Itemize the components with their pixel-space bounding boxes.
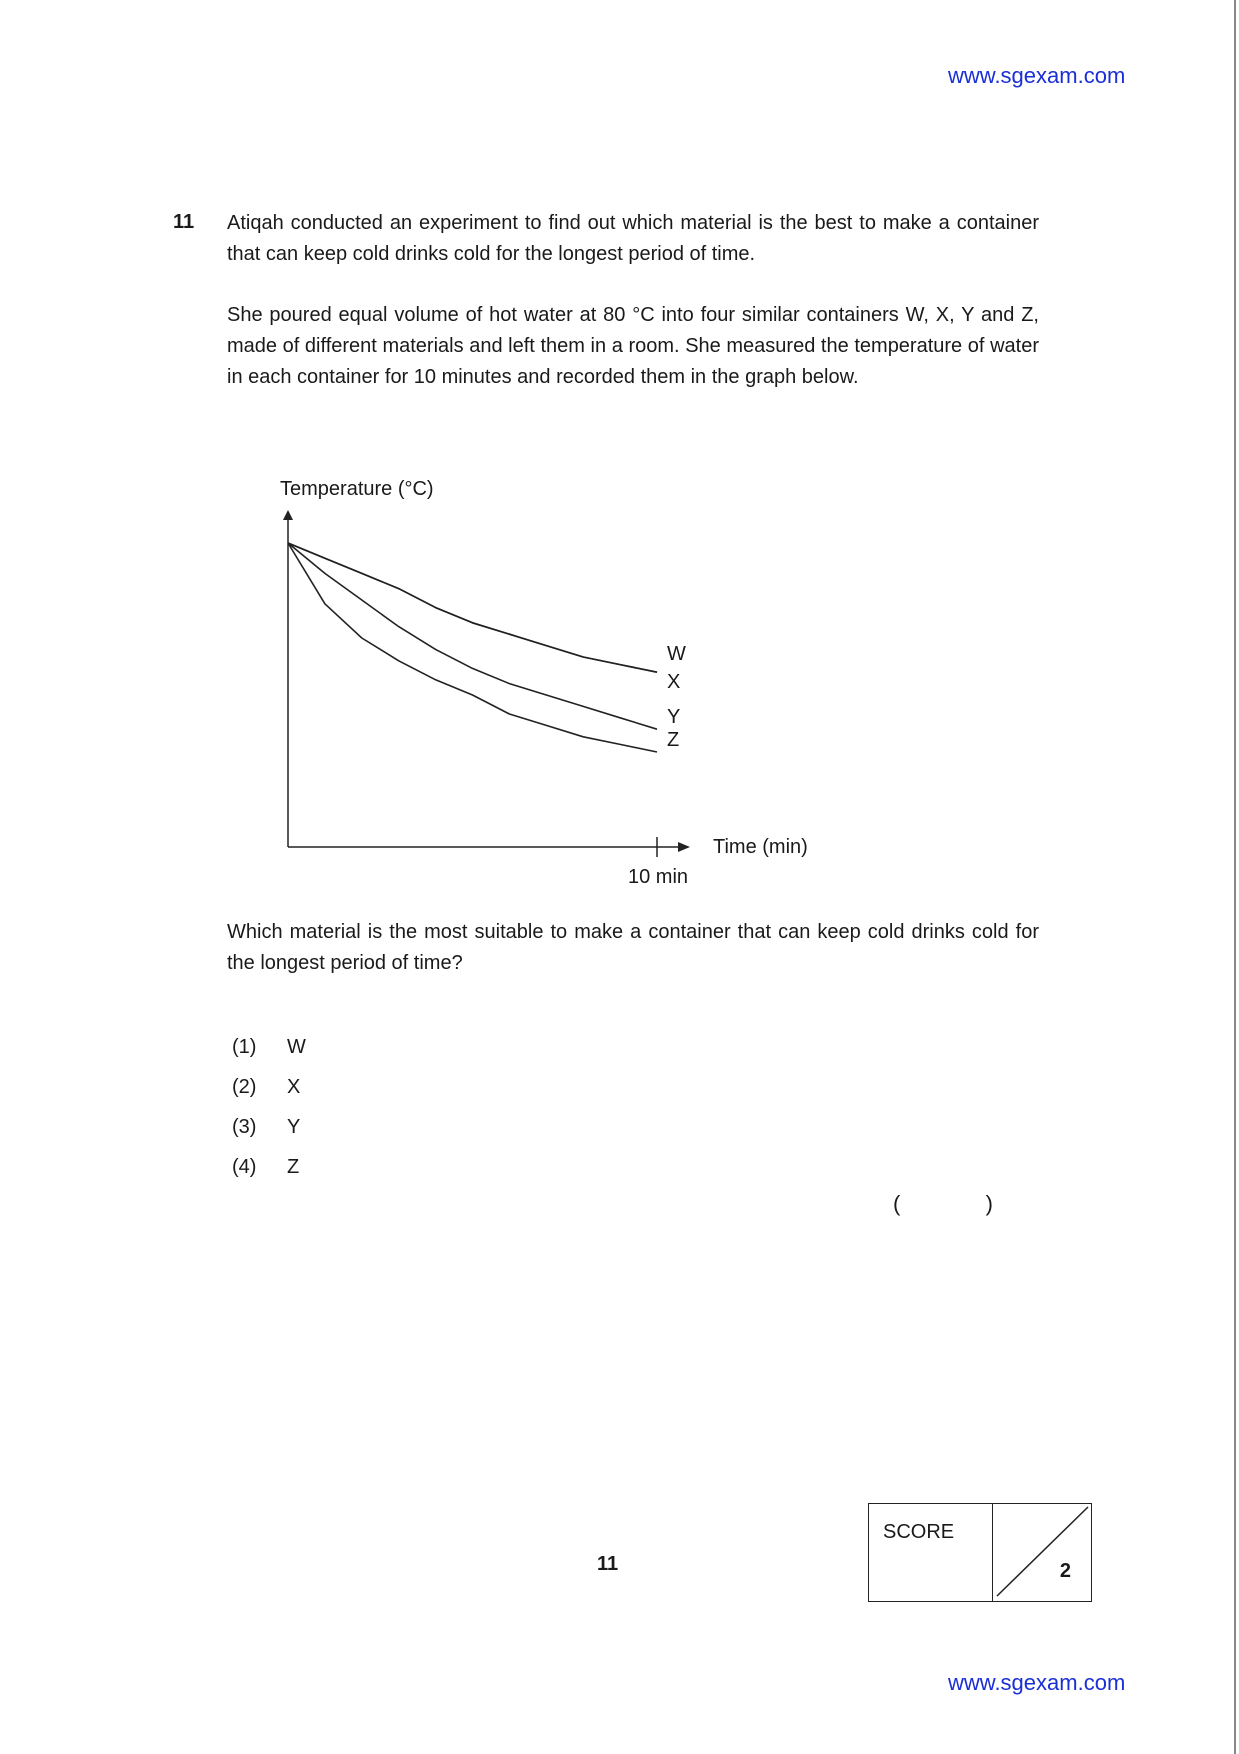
question-number: 11	[173, 211, 195, 233]
series-label-x: X	[667, 671, 681, 694]
option-number: (3)	[232, 1116, 257, 1138]
score-label-cell	[869, 1504, 993, 1601]
option-2[interactable]	[232, 1076, 306, 1116]
option-text: Z	[287, 1156, 300, 1178]
answer-open: (	[893, 1191, 901, 1216]
question-prompt: Which material is the most suitable to make a container that can keep cold drinks cold for the longest period of time?	[227, 921, 1039, 974]
option-number: (4)	[232, 1156, 257, 1178]
option-text: Y	[287, 1116, 301, 1138]
series-label-y: Y	[667, 706, 681, 729]
answer-close: )	[985, 1191, 993, 1216]
series-label-z: Z	[667, 729, 680, 751]
options-list	[232, 1036, 306, 1196]
series-line-y	[288, 543, 657, 729]
footer-site-link[interactable]: www.sgexam.com	[948, 1670, 1126, 1695]
option-1[interactable]	[232, 1036, 306, 1076]
series-line-w	[288, 543, 657, 672]
y-axis-arrow	[283, 510, 293, 520]
score-box	[868, 1503, 1092, 1602]
temperature-time-graph	[270, 465, 850, 900]
page-edge	[1234, 0, 1236, 1754]
x-tick-label: 10 min	[628, 866, 689, 888]
option-number: (2)	[232, 1076, 257, 1098]
y-axis-label: Temperature (°C)	[280, 478, 434, 500]
question-method: She poured equal volume of hot water at 80 °C into four similar containers W, X, Y and Z, made of different materials and left them in a room. She measured the temperature of water in each container for 10 minutes and recorded them in the graph below.	[227, 304, 1039, 388]
option-text: W	[287, 1036, 306, 1058]
option-number: (1)	[232, 1036, 257, 1058]
series-line-x	[288, 543, 657, 672]
option-4[interactable]	[232, 1156, 306, 1196]
x-axis-arrow	[678, 842, 690, 852]
page-number: 11	[597, 1553, 619, 1575]
x-axis-label: Time (min)	[713, 836, 808, 858]
answer-bracket[interactable]	[893, 1191, 993, 1217]
series-label-w: W	[667, 643, 686, 666]
score-diagonal	[992, 1504, 1091, 1601]
option-3[interactable]	[232, 1116, 306, 1156]
header-site-link[interactable]: www.sgexam.com	[948, 63, 1126, 88]
score-max: 2	[1059, 1560, 1071, 1582]
score-label: SCORE	[883, 1521, 955, 1543]
series-line-z	[288, 543, 657, 752]
question-intro: Atiqah conducted an experiment to find out which material is the best to make a container that can keep cold drinks cold for the longest period of time.	[227, 212, 1039, 265]
option-text: X	[287, 1076, 301, 1098]
